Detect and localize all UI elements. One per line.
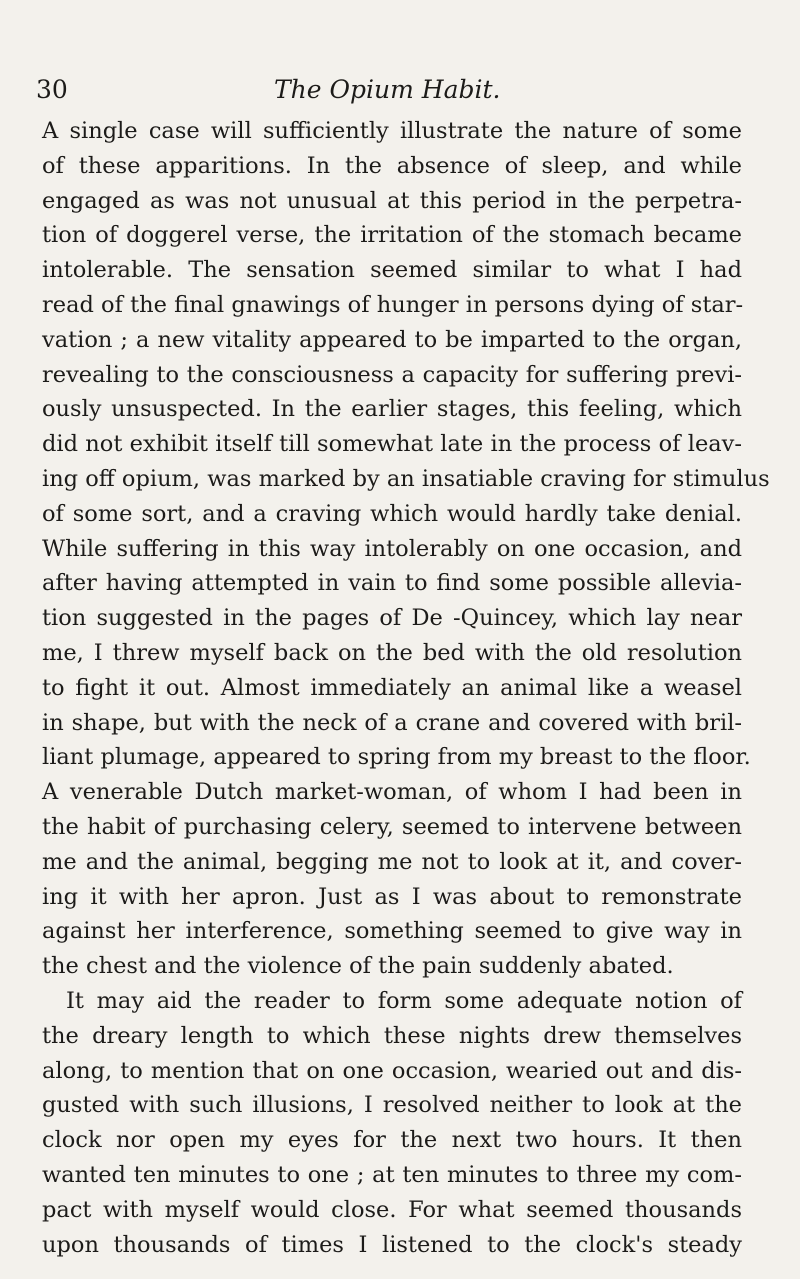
text-line: along, to mention that on one occasion, wearied out and dis- (42, 1057, 742, 1084)
text-line: clock nor open my eyes for the next two hours. It then (42, 1127, 742, 1154)
text-line: in shape, but with the neck of a crane and covered with bril- (42, 709, 742, 736)
text-line: pact with myself would close. For what seemed thousands (42, 1196, 742, 1223)
body-text (42, 114, 770, 1262)
text-line: the chest and the violence of the pain suddenly abated. (42, 953, 674, 980)
text-line: did not exhibit itself till somewhat late in the process of leav- (42, 431, 742, 458)
text-line: liant plumage, appeared to spring from my breast to the floor. (42, 744, 751, 771)
text-line: vation ; a new vitality appeared to be imparted to the organ, (42, 326, 742, 353)
running-title: The Opium Habit. (274, 75, 501, 104)
text-line: While suffering in this way intolerably on one occasion, and (42, 535, 742, 562)
text-line: the dreary length to which these nights drew themselves (42, 1022, 742, 1049)
text-line: after having attempted in vain to find some possible allevia- (42, 570, 742, 597)
text-line: ing off opium, was marked by an insatiable craving for stimulus (42, 465, 770, 492)
text-line: me and the animal, begging me not to look at it, and cover- (42, 848, 742, 875)
text-line: me, I threw myself back on the bed with the old resolution (42, 639, 742, 666)
text-line: of these apparitions. In the absence of sleep, and while (42, 152, 742, 179)
text-line: read of the final gnawings of hunger in persons dying of star- (42, 291, 744, 318)
text-line: to fight it out. Almost immediately an animal like a weasel (42, 674, 742, 701)
text-line: ously unsuspected. In the earlier stages, this feeling, which (42, 396, 742, 423)
running-head (36, 72, 748, 108)
text-line: gusted with such illusions, I resolved neither to look at the (42, 1092, 742, 1119)
text-line: engaged as was not unusual at this period in the perpetra- (42, 187, 742, 214)
text-line: the habit of purchasing celery, seemed to intervene between (42, 813, 742, 840)
text-line: of some sort, and a craving which would hardly take denial. (42, 500, 742, 527)
text-line: It may aid the reader to form some adequate notion of (66, 987, 742, 1014)
text-line: revealing to the consciousness a capacity for suffering previ- (42, 361, 742, 388)
text-line: A single case will sufficiently illustrate the nature of some (42, 118, 742, 144)
page-number: 30 (36, 75, 68, 104)
text-line: upon thousands of times I listened to the clock's steady (42, 1231, 742, 1258)
text-line: ing it with her apron. Just as I was about to remonstrate (42, 883, 742, 910)
text-line: against her interference, something seemed to give way in (42, 918, 742, 945)
text-line: intolerable. The sensation seemed similar to what I had (42, 257, 742, 284)
text-line: A venerable Dutch market-woman, of whom I had been in (42, 779, 742, 806)
text-line: tion suggested in the pages of De -Quincey, which lay near (42, 605, 742, 632)
text-line: wanted ten minutes to one ; at ten minutes to three my com- (42, 1161, 742, 1188)
text-line: tion of doggerel verse, the irritation of the stomach became (42, 222, 742, 249)
